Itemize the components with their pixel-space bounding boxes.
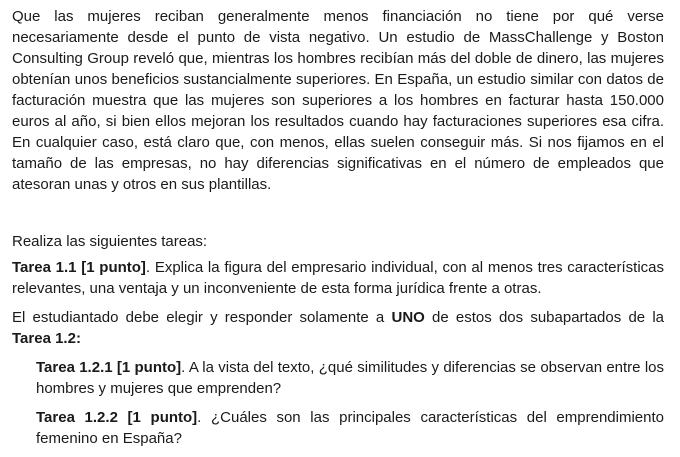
choice-instruction-after: : (75, 330, 81, 347)
task-1-2-1-label: Tarea 1.2.1 [1 punto] (36, 359, 182, 376)
choice-instruction-emphasis: UNO (391, 309, 425, 326)
choice-instruction-middle: de estos dos subapartados de la (424, 309, 664, 326)
task-1-2-2-text: . ¿Cuáles son las principales características del emprendimiento femenino en España? (36, 409, 664, 447)
choice-instruction-before: El estudiantado debe elegir y responder solamente a (12, 309, 392, 326)
task-1-2-2-label: Tarea 1.2.2 [1 punto] (36, 409, 198, 426)
task-1-2-1-text: . A la vista del texto, ¿qué similitudes y diferencias se observan entre los hombres y mujeres que emprenden? (36, 359, 665, 397)
task-1-1-label: Tarea 1.1 [1 punto] (12, 259, 146, 276)
choice-instruction-subtask-ref: Tarea 1.2 (12, 330, 76, 347)
choice-instruction (12, 307, 664, 349)
task-1-2-2 (36, 407, 664, 449)
task-1-2-1 (36, 357, 664, 399)
task-1-1-text: . Explica la figura del empresario individual, con al menos tres características relevantes, una ventaja y un inconveniente de esta forma jurídica frente a otras. (12, 259, 664, 297)
tasks-heading: Realiza las siguientes tareas: (12, 233, 208, 250)
task-1-1 (12, 257, 664, 299)
intro-paragraph: Que las mujeres reciban generalmente menos financiación no tiene por qué verse necesariamente desde el punto de vista negativo. Un estudio de MassChallenge y Boston Consulting Group reveló que, mientras los hombres recibían más del doble de dinero, las mujeres obtenían unos beneficios sustancialmente superiores. En España, un estudio similar con datos de facturación muestra que las mujeres son superiores a los hombres en facturar hasta 150.000 euros al año, si bien ellos mejoran los resultados cuando hay facturaciones superiores esa cifra. En cualquier caso, está claro que, con menos, ellas suelen conseguir más. Si nos fijamos en el tamaño de las empresas, no hay diferencias significativas en el número de empleados que atesoran unas y otros en sus plantillas. (12, 8, 664, 193)
